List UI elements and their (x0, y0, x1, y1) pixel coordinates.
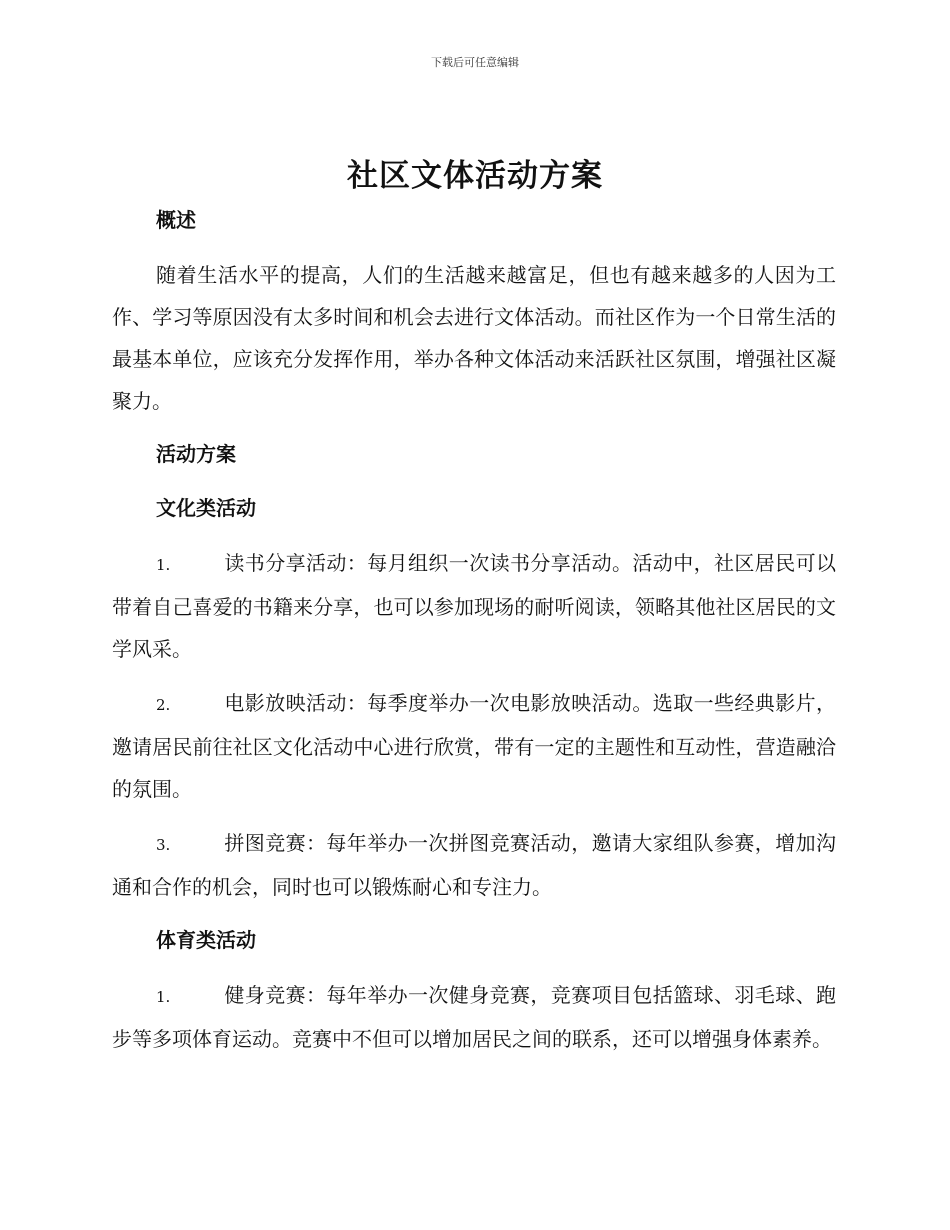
page-header-note: 下载后可任意编辑 (431, 56, 519, 69)
list-item-number: 2. (156, 696, 171, 714)
list-item (112, 822, 836, 908)
document-title: 社区文体活动方案 (347, 158, 603, 194)
document-body (112, 200, 836, 1072)
list-item (112, 682, 836, 810)
list-item-text: 电影放映活动：每季度举办一次电影放映活动。选取一些经典影片，邀请居民前往社区文化活动中心进行欣赏，带有一定的主题性和互动性，营造融洽的氛围。 (112, 691, 836, 801)
overview-heading: 概述 (156, 208, 196, 232)
list-item (112, 974, 836, 1060)
list-item-number: 3. (156, 836, 171, 854)
culture-activities-heading: 文化类活动 (156, 496, 256, 520)
list-item-text: 读书分享活动：每月组织一次读书分享活动。活动中，社区居民可以带着自己喜爱的书籍来分享，也可以参加现场的耐听阅读，领略其他社区居民的文学风采。 (112, 551, 836, 661)
list-item-text: 健身竞赛：每年举办一次健身竞赛，竞赛项目包括篮球、羽毛球、跑步等多项体育运动。竞赛中不但可以增加居民之间的联系，还可以增强身体素养。 (112, 983, 836, 1051)
plan-heading: 活动方案 (156, 442, 236, 466)
overview-paragraph: 随着生活水平的提高，人们的生活越来越富足，但也有越来越多的人因为工作、学习等原因没有太多时间和机会去进行文体活动。而社区作为一个日常生活的最基本单位，应该充分发挥作用，举办各种文体活动来活跃社区氛围，增强社区凝聚力。 (112, 263, 836, 413)
list-item-text: 拼图竞赛：每年举办一次拼图竞赛活动，邀请大家组队参赛，增加沟通和合作的机会，同时也可以锻炼耐心和专注力。 (112, 831, 836, 899)
list-item-number: 1. (156, 556, 171, 574)
sports-activities-heading: 体育类活动 (156, 928, 256, 952)
list-item-number: 1. (156, 988, 171, 1006)
list-item (112, 542, 836, 670)
